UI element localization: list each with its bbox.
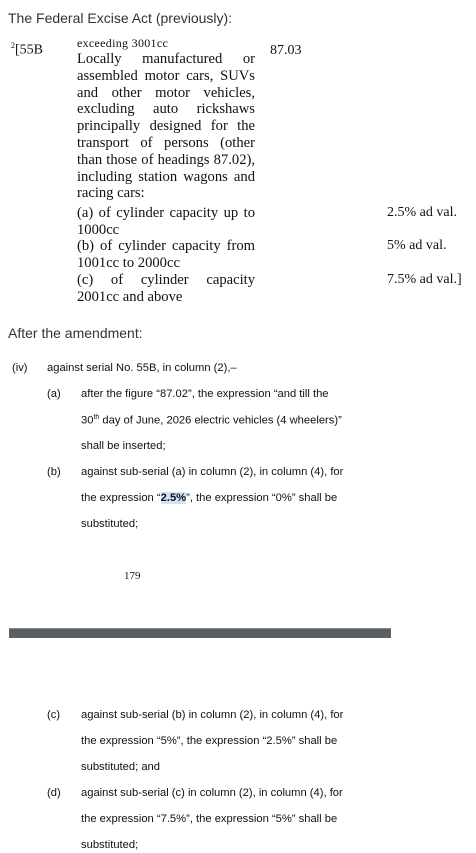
- sub-serial-b: (b) of cylinder capacity from 1001cc to 2000cc: [77, 238, 255, 271]
- intro-text: against serial No. 55B, in column (2),–: [47, 362, 237, 374]
- ordinal-suffix: th: [93, 414, 100, 421]
- clause-b-line-2-rest: ”, the expression “0%” shall be: [186, 492, 338, 504]
- clause-a-line-3: shall be inserted;: [81, 440, 166, 452]
- cut-off-line: exceeding 3001cc: [77, 36, 169, 50]
- clause-c-line-3: substituted; and: [81, 761, 160, 773]
- serial-label: [55B: [15, 42, 43, 58]
- clause-d-line-2: the expression “7.5%”, the expression “5%” shall be: [81, 813, 338, 825]
- clause-d-line-1: against sub-serial (c) in column (2), in column (4), for: [81, 787, 343, 799]
- heading-number: 87.03: [270, 43, 302, 58]
- clause-c-line-2: the expression “5%”, the expression “2.5%” shall be: [81, 735, 338, 747]
- sub-serial-a: (a) of cylinder capacity up to 1000cc: [77, 205, 255, 238]
- footnote-marker: 2: [11, 41, 15, 50]
- highlighted-text[interactable]: 2.5%: [160, 492, 187, 504]
- heading-previously: The Federal Excise Act (previously):: [8, 10, 233, 26]
- page-break-divider: [9, 628, 391, 638]
- rate-b: 5% ad val.: [387, 238, 447, 253]
- clause-c-label: (c): [47, 709, 61, 721]
- clause-a-label: (a): [47, 388, 61, 400]
- goods-description: Locally manufactured or assembled motor cars, SUVs and other motor vehicles, excluding auto rickshaws principally designed for the transport of persons (other than those of headings 87.02), including station wagons and racing cars:: [77, 51, 255, 202]
- clause-a-line-1: after the figure “87.02”, the expression “and till the: [81, 388, 329, 400]
- page-number: 179: [124, 570, 141, 582]
- clause-b-line-2-start: the expression “: [81, 492, 161, 504]
- date-number: 30: [81, 414, 94, 427]
- clause-a-line-2-rest: day of June, 2026 electric vehicles (4 wheelers)”: [99, 414, 342, 427]
- clause-d-line-3: substituted;: [81, 839, 139, 851]
- serial-number: [11, 41, 43, 59]
- clause-b-line-3: substituted;: [81, 518, 139, 530]
- intro-label: (iv): [12, 362, 28, 374]
- clause-a-line-2: [81, 414, 342, 427]
- clause-b-line-1: against sub-serial (a) in column (2), in column (4), for: [81, 466, 344, 478]
- clause-c-line-1: against sub-serial (b) in column (2), in column (4), for: [81, 709, 344, 721]
- rate-c: 7.5% ad val.]: [387, 272, 462, 287]
- clause-b-label: (b): [47, 466, 61, 478]
- clause-d-label: (d): [47, 787, 61, 799]
- heading-after-amendment: After the amendment:: [8, 325, 143, 341]
- rate-a: 2.5% ad val.: [387, 205, 457, 220]
- sub-serial-c: (c) of cylinder capacity 2001cc and above: [77, 272, 255, 305]
- clause-b-line-2: [81, 492, 337, 504]
